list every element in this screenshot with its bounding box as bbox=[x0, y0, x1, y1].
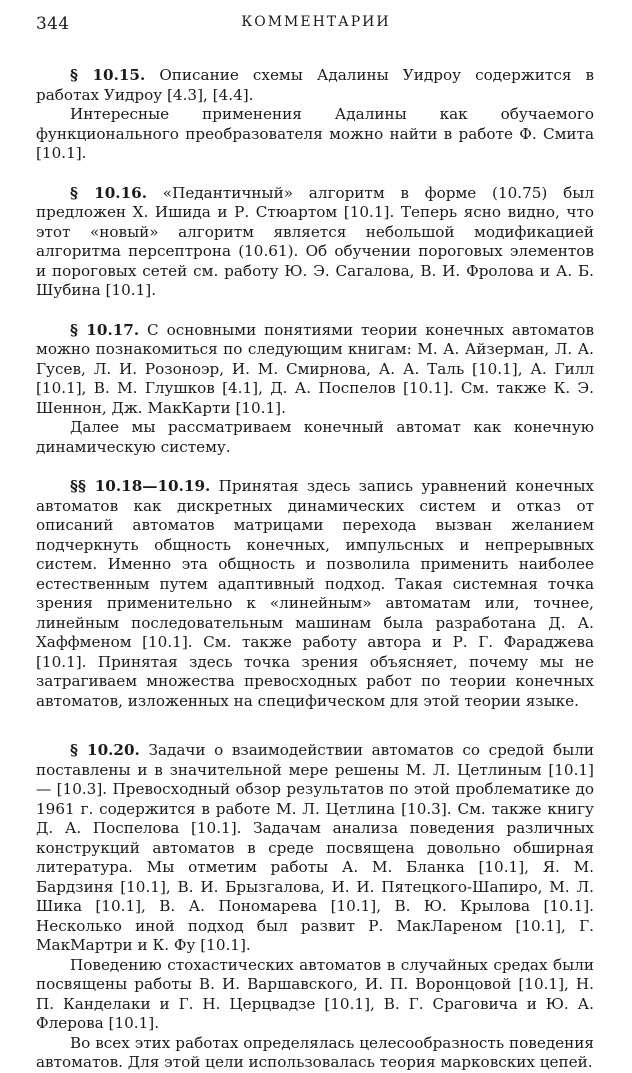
section-paragraph bbox=[36, 741, 594, 956]
section-mark: § 10.16. bbox=[70, 183, 148, 202]
paragraph-text: «Педантичный» алгоритм в форме (10.75) был предложен X. Ишида и Р. Стюартом [10.1]. Теперь ясно видно, что этот «новый» алгоритм является небольшой модификацией алгоритма персептрона (10.61). Об обучении пороговых элементов и пороговых сетей см. работу Ю. Э. Сагалова, В. И. Фролова и А. Б. Шубина [10.1]. bbox=[36, 183, 594, 299]
paragraph: Интересные применения Адалины как обучаемого функционального преобразователя можно найти в работе Ф. Смита [10.1]. bbox=[36, 105, 594, 162]
section-10-20 bbox=[36, 741, 594, 1073]
section-paragraph bbox=[36, 184, 594, 301]
paragraph-text: Принятая здесь запись уравнений конечных автоматов как дискретных динамических систем и отказ от описаний автоматов матрицами перехода вызван желанием подчеркнуть общность конечных, импульсных и непрерывных систем. Именно эта общность и позволила применить наиболее естественным путем адаптивный подход. Такая системная точка зрения применительно к «линейным» автоматам или, точнее, линейным последовательным машинам была разработана Д. А. Хаффменом [10.1]. См. также работу автора и Р. Г. Фараджева [10.1]. Принятая здесь точка зрения объясняет, почему мы не затрагиваем множества превосходных работ по теории конечных автоматов, изложенных на специфическом для этой теории языке. bbox=[36, 477, 594, 710]
section-mark: § 10.20. bbox=[70, 741, 140, 759]
section-mark: § 10.15. bbox=[70, 66, 146, 84]
section-paragraph bbox=[36, 66, 594, 105]
section-10-15 bbox=[36, 66, 594, 164]
section-paragraph bbox=[36, 321, 594, 419]
running-title: КОММЕНТАРИИ bbox=[241, 14, 391, 30]
section-mark: §§ 10.18—10.19. bbox=[70, 477, 211, 495]
page-number: 344 bbox=[36, 14, 70, 34]
section-10-18-10-19 bbox=[36, 477, 594, 711]
paragraph: Далее мы рассматриваем конечный автомат как конечную динамическую систему. bbox=[36, 418, 594, 456]
section-10-16 bbox=[36, 184, 594, 301]
page-header bbox=[36, 14, 596, 38]
paragraph: Поведению стохастических автоматов в случайных средах были посвящены работы В. И. Варшавского, И. П. Воронцовой [10.1], Н. П. Канделаки и Г. Н. Церцвадзе [10.1], В. Г. Сраговича и Ю. А. Флерова [10.1]. bbox=[36, 955, 594, 1032]
section-10-17 bbox=[36, 321, 594, 458]
paragraph-text: Задачи о взаимодействии автоматов со средой были поставлены и в значительной мере решены М. Л. Цетлиным [10.1] — [10.3]. Превосходный обзор результатов по этой проблематике до 1961 г. содержится в работе М. Л. Цетлина [10.3]. См. также книгу Д. А. Поспелова [10.1]. Задачам анализа поведения различных конструкций автоматов в среде посвящена довольно обширная литература. Мы отметим работы А. М. Бланка [10.1], Я. М. Бардзиня [10.1], В. И. Брызгалова, И. И. Пятецкого-Шапиро, М. Л. Шика [10.1], В. А. Пономарева [10.1], В. Ю. Крылова [10.1]. Несколько иной подход был развит Р. МакЛареном [10.1], Г. МакМартри и К. Фу [10.1]. bbox=[36, 741, 595, 954]
paragraph-text: С основными понятиями теории конечных автоматов можно познакомиться по следующим книгам: М. А. Айзерман, Л. А. Гусев, Л. И. Розоноэр, И. М. Смирнова, А. А. Таль [10.1], А. Гилл [10.1], В. М. Глушков [4.1], Д. А. Поспелов [10.1]. См. также К. Э. Шеннон, Дж. МакКарти [10.1]. bbox=[36, 320, 595, 417]
section-mark: § 10.17. bbox=[70, 320, 140, 339]
paragraph: Во всех этих работах определялась целесообразность поведения автоматов. Для этой цели использовалась теория марковских цепей. bbox=[36, 1033, 594, 1071]
commentary-body bbox=[36, 66, 594, 1073]
section-paragraph bbox=[36, 477, 594, 711]
paragraph-text: Описание схемы Адалины Уидроу содержится в работах Уидроу [4.3], [4.4]. bbox=[36, 66, 594, 104]
